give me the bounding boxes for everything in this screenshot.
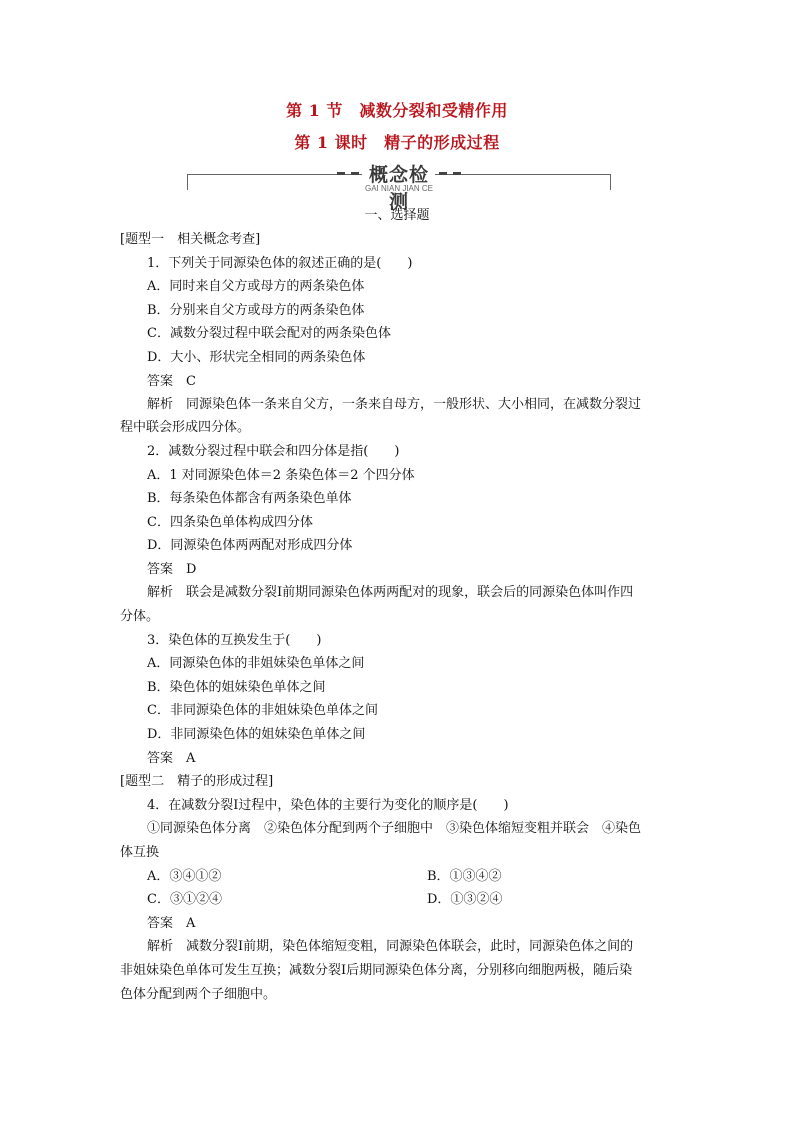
banner-title: 概念检测 bbox=[368, 164, 429, 213]
section-title: 第 1 节 减数分裂和受精作用 bbox=[286, 101, 508, 120]
option-c: C．减数分裂过程中联会配对的两条染色体 bbox=[147, 326, 391, 341]
question-stem: 2．减数分裂过程中联会和四分体是指( ) bbox=[147, 444, 400, 459]
concept-check-banner bbox=[187, 160, 611, 213]
statement-items: ①同源染色体分离 ②染色体分配到两个子细胞中 ③染色体缩短变粗并联会 ④染色 bbox=[147, 821, 642, 836]
option-b: B．每条染色体都含有两条染色单体 bbox=[147, 491, 352, 506]
banner-end-right bbox=[610, 174, 611, 190]
analysis-continued: 分体。 bbox=[120, 609, 160, 624]
answer: 答案 C bbox=[147, 374, 196, 389]
option-a: A．③④①② bbox=[147, 869, 222, 884]
question-type-label: [题型一 相关概念考查] bbox=[120, 232, 261, 247]
answer: 答案 A bbox=[147, 916, 196, 931]
option-c: C．非同源染色体的非姐妹染色单体之间 bbox=[147, 703, 378, 718]
banner-rule-left bbox=[187, 174, 362, 175]
analysis-continued: 程中联会形成四分体。 bbox=[120, 420, 251, 435]
question-stem: 4．在减数分裂Ⅰ过程中，染色体的主要行为变化的顺序是( ) bbox=[147, 798, 509, 813]
option-d: D．非同源染色体的姐妹染色单体之间 bbox=[147, 727, 366, 742]
option-d: D．同源染色体两两配对形成四分体 bbox=[147, 538, 353, 553]
answer: 答案 D bbox=[147, 562, 197, 577]
banner-dash-right bbox=[439, 172, 447, 175]
option-b: B．染色体的姐妹染色单体之间 bbox=[147, 680, 326, 695]
option-a: A．1 对同源染色体＝2 条染色体＝2 个四分体 bbox=[147, 468, 415, 483]
option-c: C．③①②④ bbox=[147, 892, 222, 907]
banner-dash-left-2 bbox=[351, 172, 359, 175]
option-a: A．同源染色体的非姐妹染色单体之间 bbox=[147, 656, 365, 671]
option-d: D．①③②④ bbox=[427, 892, 503, 907]
analysis: 解析 联会是减数分裂Ⅰ前期同源染色体两两配对的现象，联会后的同源染色体叫作四 bbox=[147, 585, 634, 600]
statement-items-continued: 体互换 bbox=[120, 845, 160, 860]
question-stem: 1．下列关于同源染色体的叙述正确的是( ) bbox=[147, 256, 413, 271]
option-c: C．四条染色单体构成四分体 bbox=[147, 515, 313, 530]
section-heading: 一、选择题 bbox=[364, 208, 430, 223]
banner-subtitle: GAI NIAN JIAN CE bbox=[364, 184, 433, 193]
option-d: D．大小、形状完全相同的两条染色体 bbox=[147, 350, 366, 365]
answer: 答案 A bbox=[147, 751, 196, 766]
analysis-continued: 色体分配到两个子细胞中。 bbox=[120, 987, 277, 1002]
option-b: B．①③④② bbox=[427, 869, 502, 884]
lesson-title: 第 1 课时 精子的形成过程 bbox=[294, 133, 500, 152]
option-b: B．分别来自父方或母方的两条染色体 bbox=[147, 303, 365, 318]
analysis: 解析 同源染色体一条来自父方，一条来自母方，一般形状、大小相同，在减数分裂过 bbox=[147, 397, 642, 412]
question-stem: 3．染色体的互换发生于( ) bbox=[147, 633, 322, 648]
banner-rule-right bbox=[435, 174, 611, 175]
banner-dash-right-2 bbox=[453, 172, 461, 175]
option-a: A．同时来自父方或母方的两条染色体 bbox=[147, 279, 365, 294]
analysis-continued: 非姐妹染色单体可发生互换；减数分裂Ⅰ后期同源染色体分离，分别移向细胞两极，随后染 bbox=[120, 963, 633, 978]
analysis: 解析 减数分裂Ⅰ前期，染色体缩短变粗，同源染色体联会，此时，同源染色体之间的 bbox=[147, 939, 634, 954]
banner-dash-left bbox=[337, 172, 345, 175]
question-type-label: [题型二 精子的形成过程] bbox=[120, 774, 274, 789]
banner-end-left bbox=[187, 174, 188, 190]
